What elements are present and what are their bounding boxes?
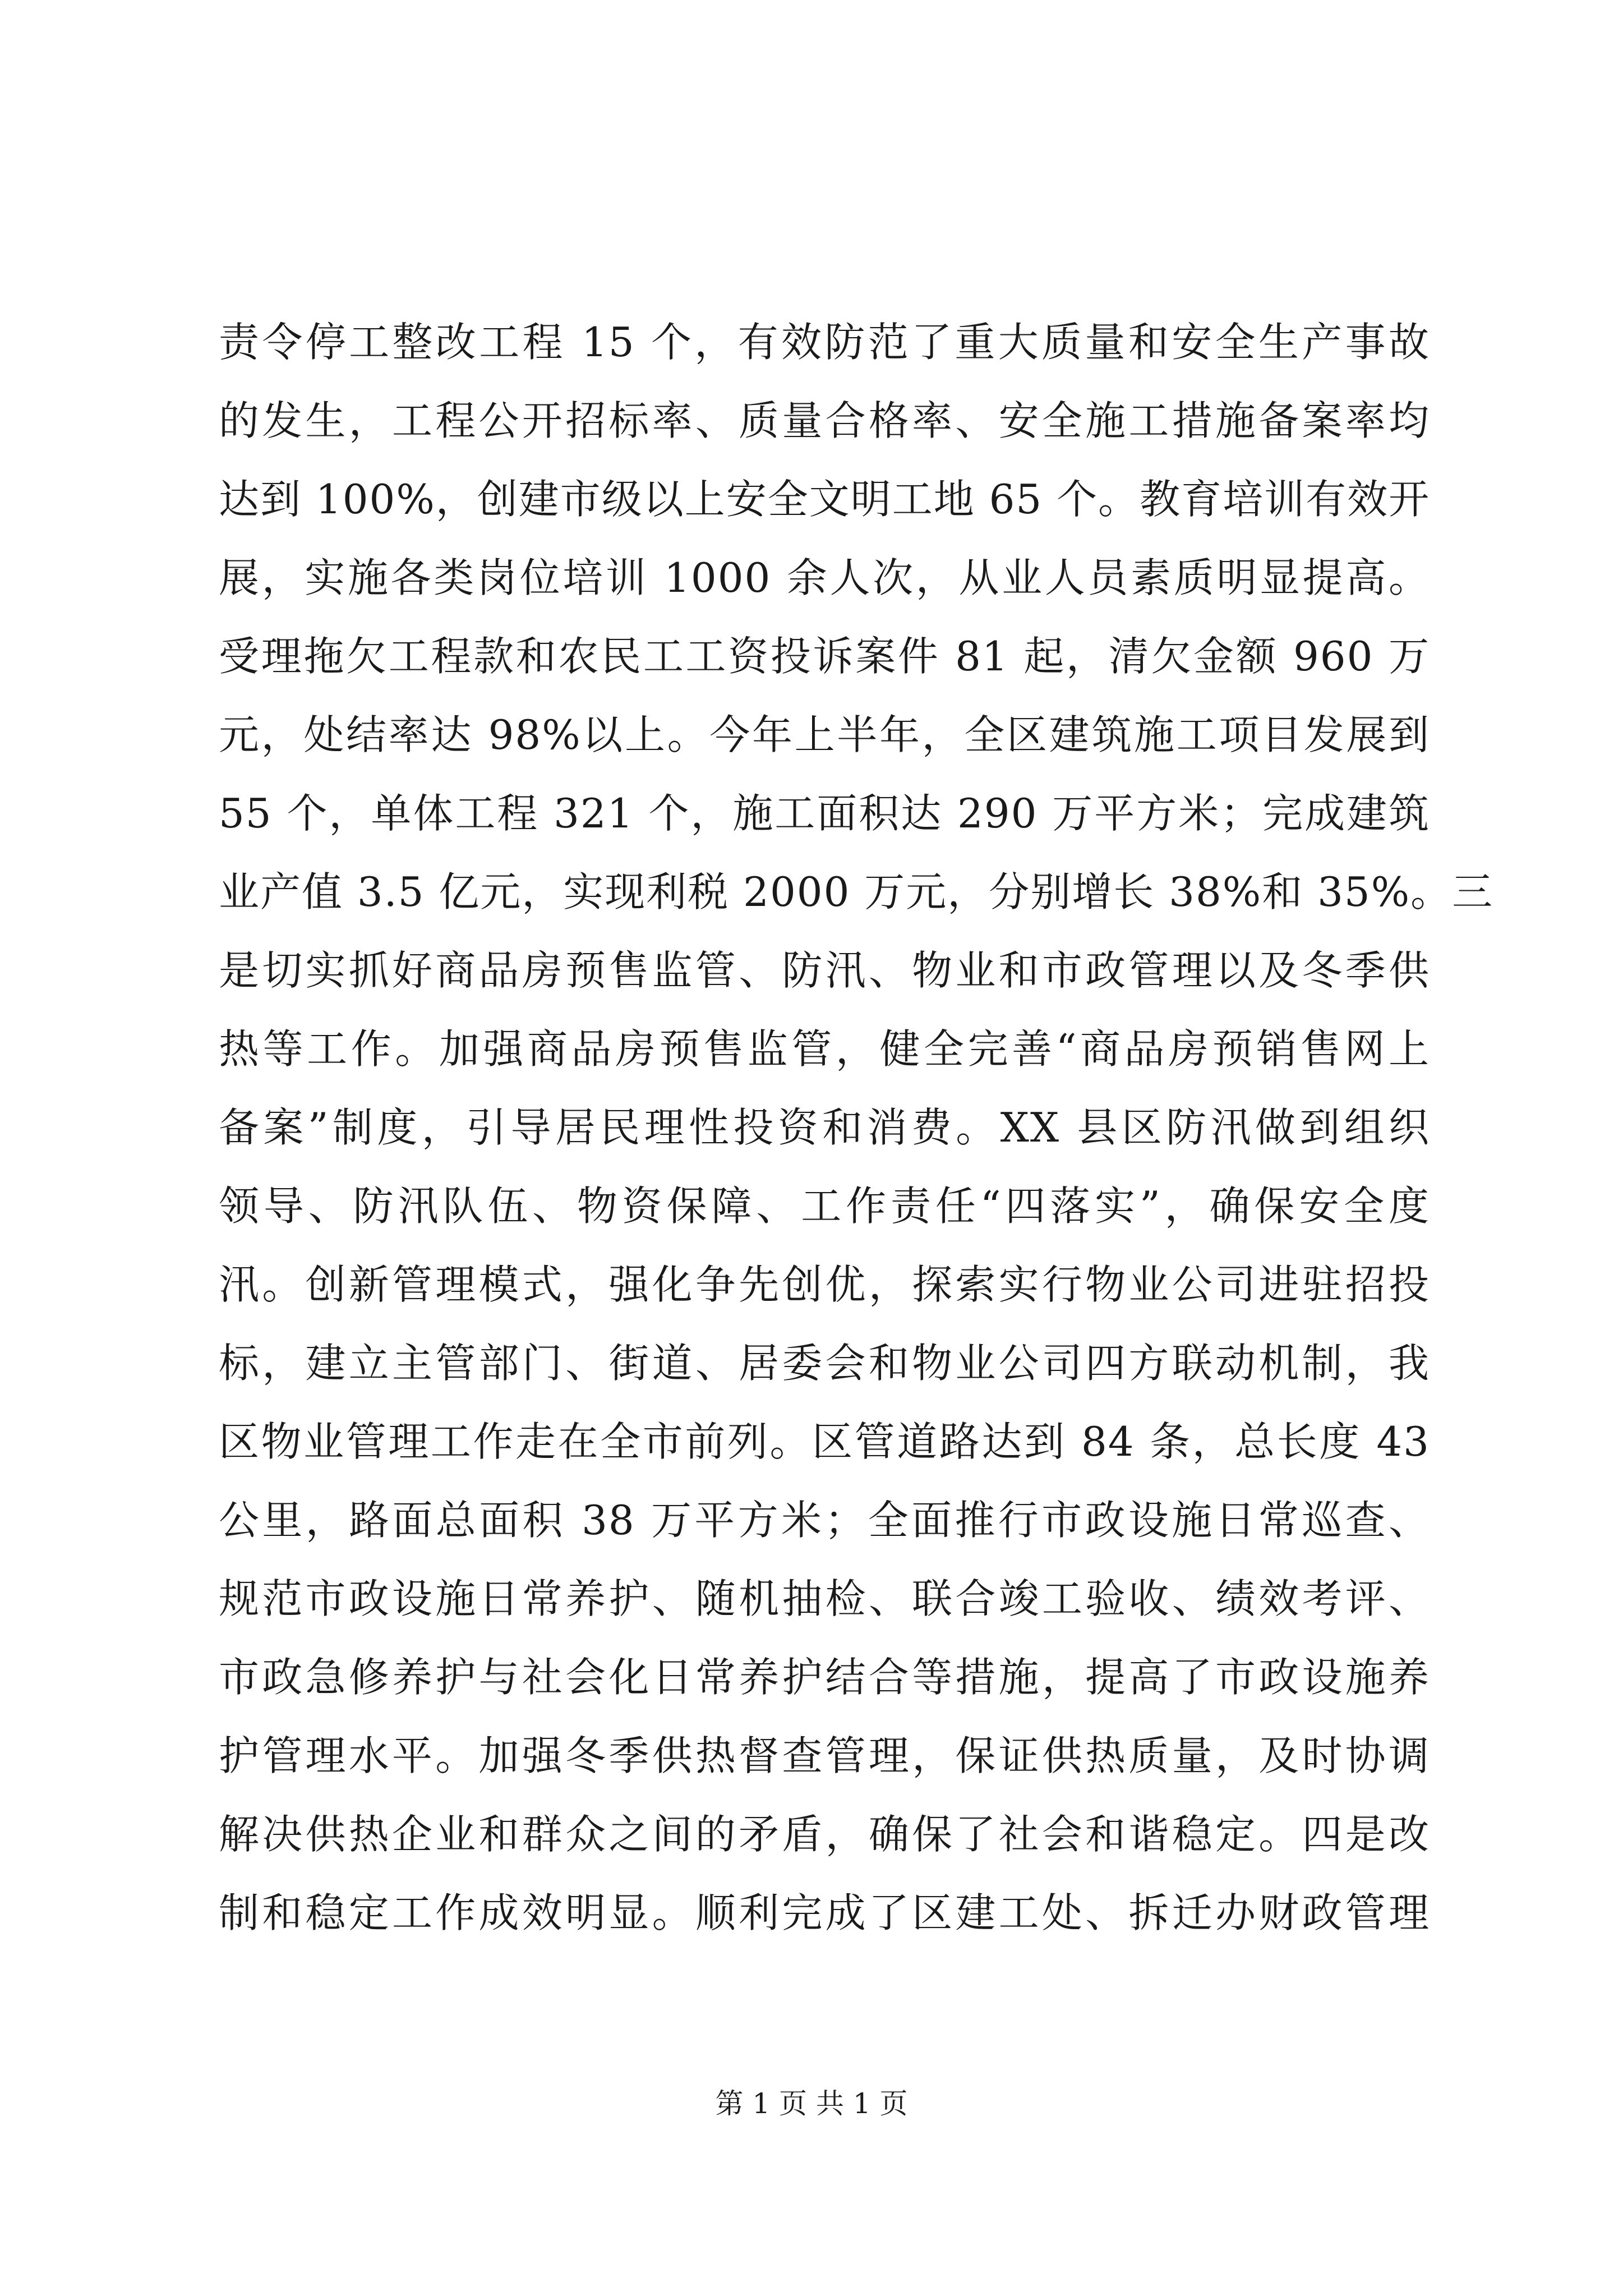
text-line: 汛。创新管理模式，强化争先创优，探索实行物业公司进驻招投 — [219, 1261, 1430, 1308]
text-line: 解决供热企业和群众之间的矛盾，确保了社会和谐稳定。四是改 — [219, 1811, 1430, 1858]
text-line: 制和稳定工作成效明显。顺利完成了区建工处、拆迁办财政管理 — [219, 1889, 1430, 1936]
text-line: 达到 100%，创建市级以上安全文明工地 65 个。教育培训有效开 — [219, 476, 1431, 523]
text-line: 市政急修养护与社会化日常养护结合等措施，提高了市政设施养 — [219, 1654, 1430, 1701]
page-number-label: 第 1 页 共 1 页 — [715, 2087, 908, 2120]
text-line: 受理拖欠工程款和农民工工资投诉案件 81 起，清欠金额 960 万 — [219, 633, 1430, 680]
text-line: 规范市政设施日常养护、随机抽检、联合竣工验收、绩效考评、 — [219, 1575, 1430, 1622]
text-line: 是切实抓好商品房预售监管、防汛、物业和市政管理以及冬季供 — [219, 947, 1430, 994]
text-line: 业产值 3.5 亿元，实现利税 2000 万元，分别增长 38%和 35%。三 — [219, 868, 1494, 915]
text-line: 标，建立主管部门、街道、居委会和物业公司四方联动机制，我 — [219, 1340, 1430, 1387]
text-line: 领导、防汛队伍、物资保障、工作责任“四落实”，确保安全度 — [219, 1182, 1430, 1230]
text-line: 展，实施各类岗位培训 1000 余人次，从业人员素质明显提高。 — [219, 554, 1430, 601]
page-footer — [0, 2087, 1623, 2120]
text-line: 公里，路面总面积 38 万平方米；全面推行市政设施日常巡查、 — [219, 1497, 1430, 1544]
text-line: 区物业管理工作走在全市前列。区管道路达到 84 条，总长度 43 — [219, 1418, 1430, 1465]
text-line: 备案”制度，引导居民理性投资和消费。XX 县区防汛做到组织 — [219, 1104, 1430, 1151]
text-line: 责令停工整改工程 15 个，有效防范了重大质量和安全生产事故 — [219, 319, 1430, 366]
text-line: 的发生，工程公开招标率、质量合格率、安全施工措施备案率均 — [219, 397, 1430, 444]
text-line: 55 个，单体工程 321 个，施工面积达 290 万平方米；完成建筑 — [219, 790, 1430, 837]
text-line: 热等工作。加强商品房预售监管，健全完善“商品房预销售网上 — [219, 1025, 1430, 1073]
text-line: 元，处结率达 98%以上。今年上半年，全区建筑施工项目发展到 — [219, 711, 1430, 758]
text-line: 护管理水平。加强冬季供热督查管理，保证供热质量，及时协调 — [219, 1732, 1430, 1779]
body-text — [219, 303, 1494, 1952]
